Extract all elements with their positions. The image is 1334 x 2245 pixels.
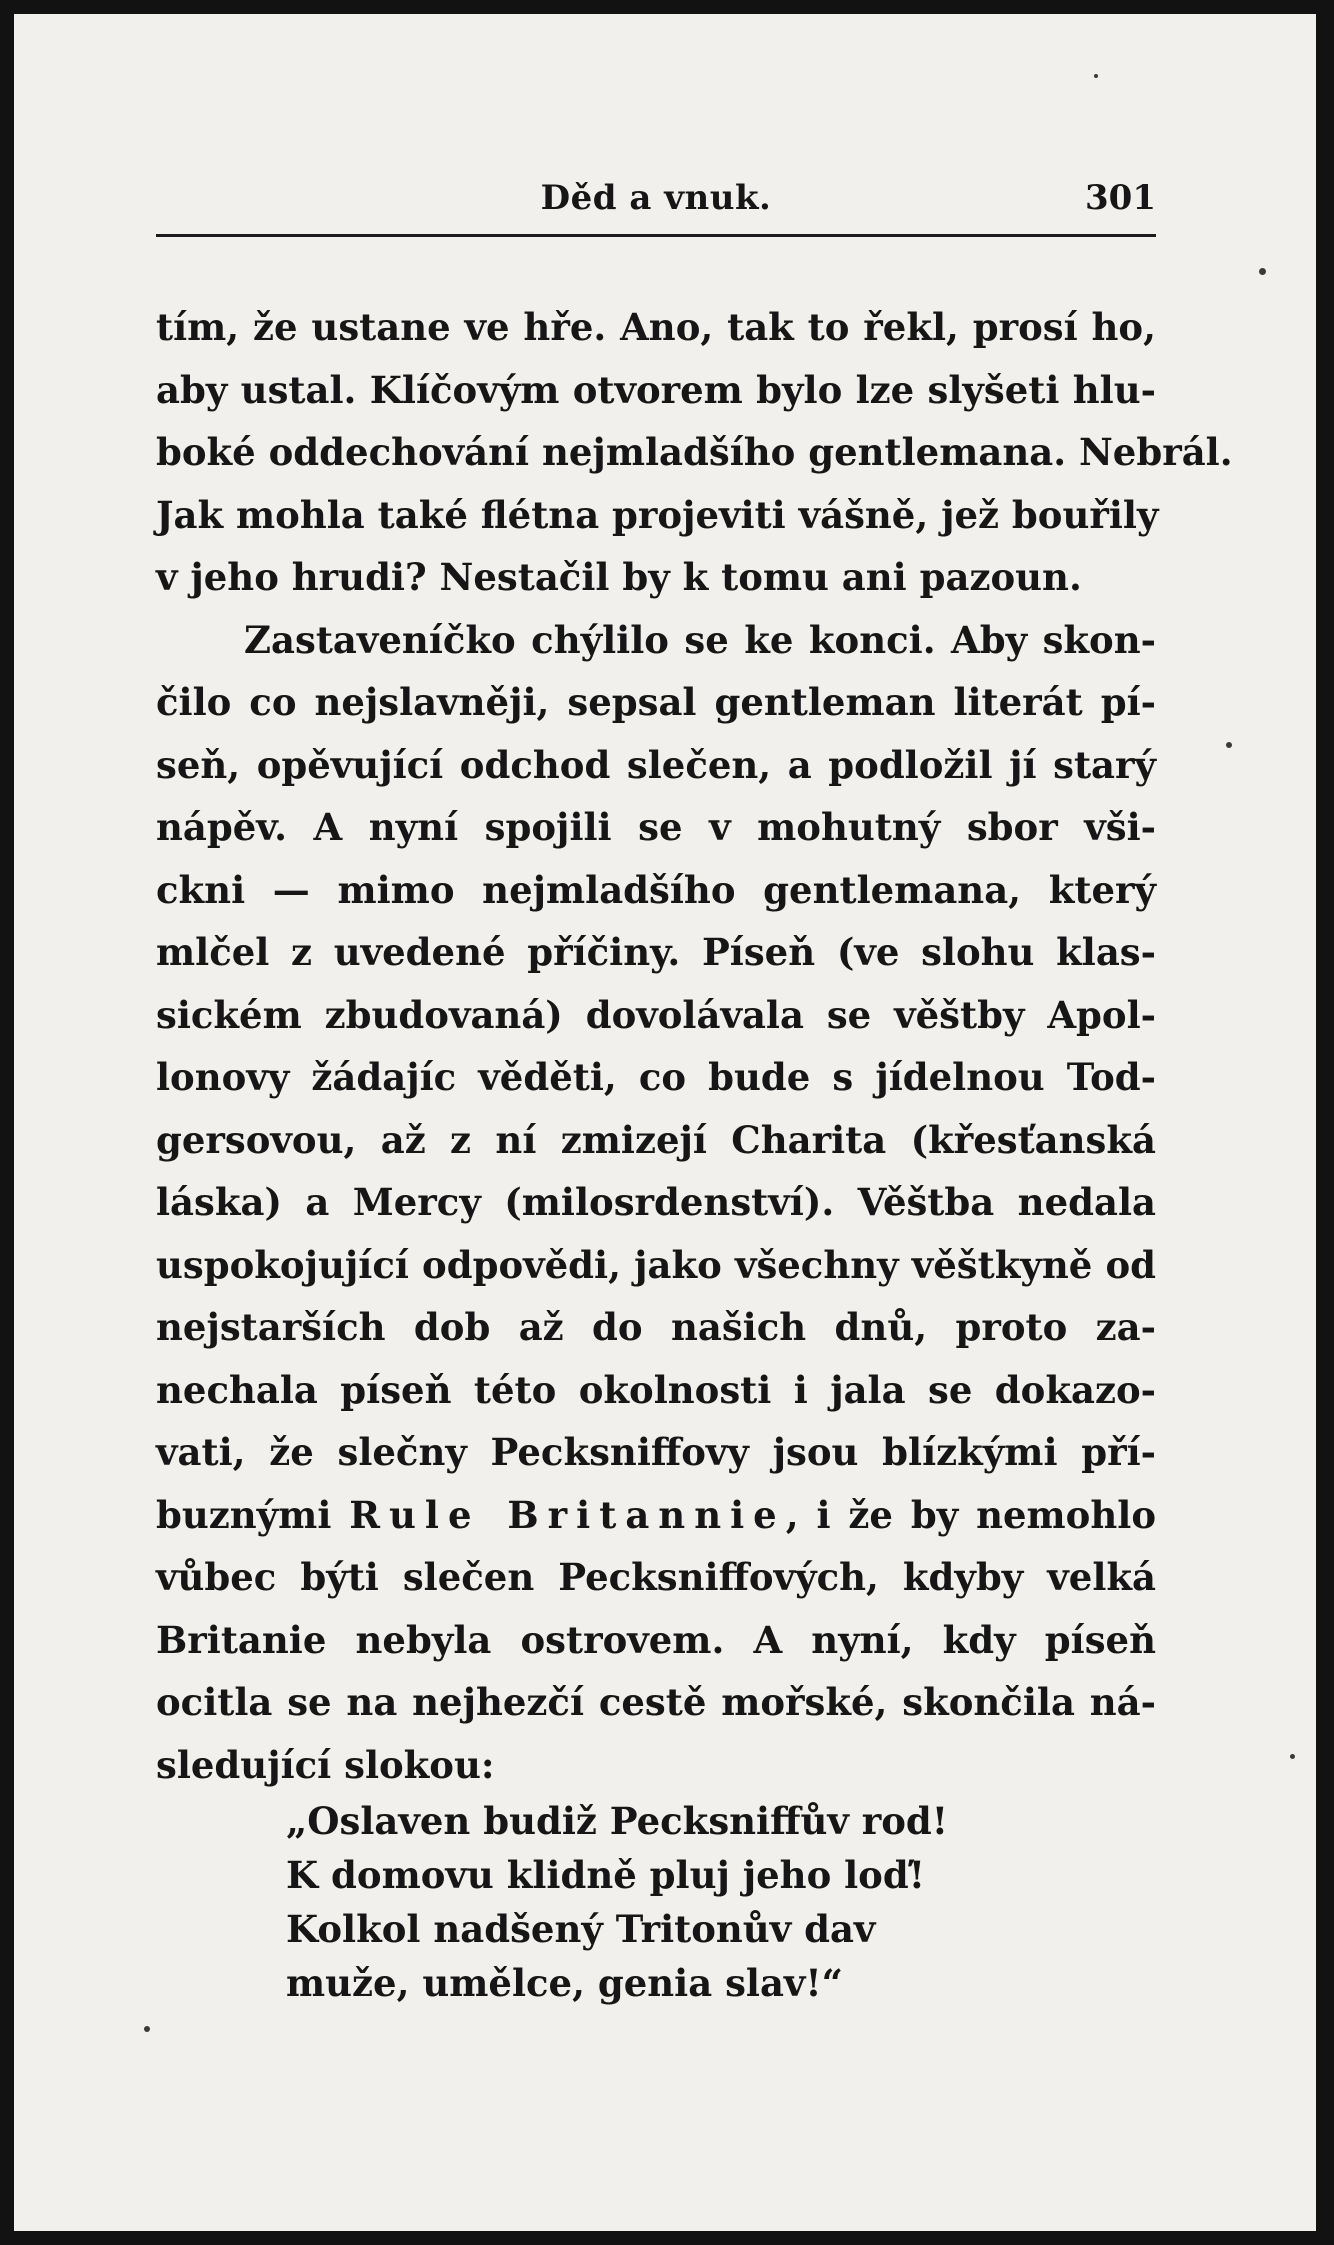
text-line: čilo co nejslavněji, sepsal gentleman literát pí-: [156, 680, 1156, 724]
text-fragment: buznými: [156, 1492, 332, 1537]
text-line: gersovou, až z ní zmizejí Charita (křesťanská: [156, 1117, 1156, 1162]
text-line: uspokojující odpovědi, jako všechny věštkyně od: [156, 1242, 1156, 1287]
text-line: láska) a Mercy (milosrdenství). Věštba nedala: [156, 1180, 1156, 1224]
paper-speck: [1094, 74, 1098, 78]
text-line: vati, že slečny Pecksniffovy jsou blízkými pří-: [156, 1430, 1156, 1474]
text-line: aby ustal. Klíčovým otvorem bylo lze slyšeti hlu-: [156, 367, 1156, 412]
verse-line: Kolkol nadšený Tritonův dav: [286, 1907, 876, 1951]
text-line: Zastaveníčko chýlilo se ke konci. Aby skon-: [244, 617, 1156, 662]
text-line: v jeho hrudi? Nestačil by k tomu ani pazoun.: [156, 555, 1082, 599]
paper-speck: [144, 2026, 150, 2032]
text-line: mlčel z uvedené příčiny. Píseň (ve slohu klas-: [156, 930, 1156, 974]
header-rule: [156, 234, 1156, 237]
text-line: nápěv. A nyní spojili se v mohutný sbor vši-: [156, 805, 1156, 849]
text-line: lonovy žádajíc věděti, co bude s jídelnou Tod-: [156, 1055, 1156, 1099]
text-fragment: , i že by nemohlo: [785, 1492, 1156, 1537]
text-line: tím, že ustane ve hře. Ano, tak to řekl, prosí ho,: [156, 305, 1156, 349]
page-number: 301: [1085, 178, 1156, 218]
text-line: vůbec býti slečen Pecksniffových, kdyby velká: [156, 1555, 1156, 1599]
body-text: [156, 296, 1233, 1796]
paper-speck: [1226, 742, 1232, 748]
text-line: boké oddechování nejmladšího gentlemana. Nebrál.: [156, 430, 1233, 474]
text-line: seň, opěvující odchod slečen, a podložil jí starý: [156, 742, 1156, 787]
text-line: ckni — mimo nejmladšího gentlemana, který: [156, 867, 1156, 912]
verse-line: muže, umělce, genia slav!“: [286, 1961, 843, 2005]
text-line: sledující slokou:: [156, 1742, 495, 1787]
text-line: ocitla se na nejhezčí cestě mořské, skončila ná-: [156, 1680, 1156, 1724]
text-line: nejstarších dob až do našich dnů, proto za-: [156, 1305, 1156, 1349]
text-line: nechala píseň této okolnosti i jala se dokazo-: [156, 1367, 1156, 1412]
running-title: Děd a vnuk.: [540, 178, 772, 218]
paper-speck: [1290, 1754, 1295, 1759]
text-line: [156, 1484, 1156, 1547]
book-page: [14, 14, 1316, 2231]
verse-line: „Oslaven budiž Pecksniffův rod!: [286, 1799, 949, 1843]
spaced-title: Rule Britannie: [349, 1492, 786, 1537]
text-line: sickém zbudovaná) dovolávala se věštby Apol-: [156, 992, 1156, 1037]
verse-stanza: [286, 1794, 948, 2010]
running-header: [156, 164, 1156, 220]
text-line: Jak mohla také flétna projeviti vášně, jež bouřily: [156, 492, 1159, 537]
verse-line: K domovu klidně pluj jeho loď!: [286, 1853, 925, 1897]
text-line: Britanie nebyla ostrovem. A nyní, kdy píseň: [156, 1617, 1156, 1662]
paper-speck: [1259, 268, 1266, 275]
